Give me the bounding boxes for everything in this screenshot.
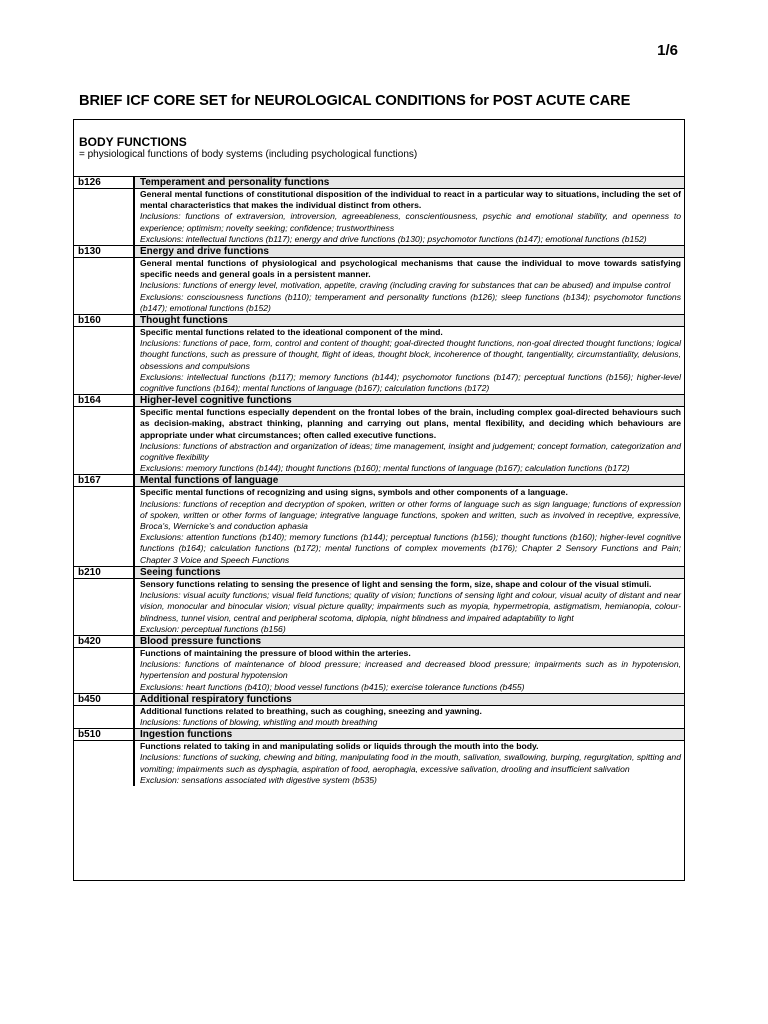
category-name: Seeing functions <box>134 566 684 578</box>
code-column-spacer <box>74 487 134 566</box>
category-note: Inclusions: functions of abstraction and organization of ideas; time management, insight and judgement; concept formation, categorization and cognitive flexibility <box>140 440 681 463</box>
category-name: Temperament and personality functions <box>134 177 684 189</box>
code-column-spacer <box>74 258 134 315</box>
category-note: Exclusion: sensations associated with digestive system (b535) <box>140 774 377 785</box>
code-column-spacer <box>74 578 134 635</box>
category-definition: Specific mental functions of recognizing and using signs, symbols and other components of a language. <box>140 487 568 498</box>
category-definition: Additional functions related to breathing, such as coughing, sneezing and yawning. <box>140 705 482 716</box>
category-definition: Specific mental functions especially dependent on the frontal lobes of the brain, including complex goal-directed behaviours such as decision-making, abstract thinking, planning and carrying out plans, mental flexibility, and deciding which behaviours are appropriate under what circumstances; often called executive functions. <box>140 407 681 440</box>
category-name: Energy and drive functions <box>134 246 684 258</box>
category-name: Ingestion functions <box>134 729 684 741</box>
category-note: Exclusion: perceptual functions (b156) <box>140 623 286 634</box>
section-subtitle: = physiological functions of body systems (including psychological functions) <box>79 149 418 160</box>
category-header-row <box>74 635 684 647</box>
category-code: b160 <box>74 315 134 327</box>
page-number: 1/6 <box>657 42 678 59</box>
code-column-spacer <box>74 407 134 475</box>
category-definition: Sensory functions relating to sensing the presence of light and sensing the form, size, shape and colour of the visual stimuli. <box>140 578 652 589</box>
code-column-spacer <box>74 647 134 693</box>
category-description <box>134 327 684 395</box>
category-note: Exclusions: intellectual functions (b117); energy and drive functions (b130); psychomotor functions (b147); emotional functions (b152) <box>140 233 647 244</box>
category-description <box>134 258 684 315</box>
category-name: Higher-level cognitive functions <box>134 395 684 407</box>
category-definition: General mental functions of physiological and psychological mechanisms that cause the individual to move towards satisfying specific needs and general goals in a persistent manner. <box>140 258 681 280</box>
document-title: BRIEF ICF CORE SET for NEUROLOGICAL CONDITIONS for POST ACUTE CARE <box>79 93 631 109</box>
category-note: Exclusions: heart functions (b410); blood vessel functions (b415); exercise tolerance functions (b455) <box>140 681 525 692</box>
section-header <box>74 120 684 177</box>
category-note: Inclusions: functions of blowing, whistling and mouth breathing <box>140 716 378 727</box>
category-body-row <box>74 741 684 786</box>
category-header-row <box>74 566 684 578</box>
category-name: Blood pressure functions <box>134 635 684 647</box>
category-code: b126 <box>74 177 134 189</box>
category-header-row <box>74 729 684 741</box>
category-note: Exclusions: attention functions (b140); memory functions (b144); perceptual functions (b156); thought functions (b160); higher-level cognitive functions (b164); calculation functions (b172); mental functions of complex movements (b176); Chapter 2 Sensory Functions and Pain; Chapter 3 Voice and Speech Functions <box>140 532 681 565</box>
category-note: Inclusions: functions of energy level, motivation, appetite, craving (including craving for substances that can be abused) and impulse control <box>140 280 671 291</box>
category-note: Inclusions: functions of sucking, chewing and biting, manipulating food in the mouth, salivation, swallowing, burping, regurgitation, spitting and vomiting; impairments such as dysphagia, aspiration of food, aerophagia, excessive salivation, drooling and insufficient salivation <box>140 752 681 774</box>
category-header-row <box>74 475 684 487</box>
category-description <box>134 578 684 635</box>
category-description <box>134 487 684 566</box>
category-name: Additional respiratory functions <box>134 693 684 705</box>
category-body-row <box>74 327 684 395</box>
category-body-row <box>74 189 684 246</box>
category-body-row <box>74 407 684 475</box>
category-description <box>134 647 684 693</box>
core-set-table <box>73 119 685 881</box>
code-column-spacer <box>74 189 134 246</box>
category-definition: General mental functions of constitutional disposition of the individual to react in a particular way to situations, including the set of mental characteristics that makes the individual distinct from others. <box>140 189 681 211</box>
category-list <box>74 177 684 786</box>
category-table <box>74 177 684 786</box>
category-code: b130 <box>74 246 134 258</box>
category-note: Inclusions: functions of pace, form, control and content of thought; goal-directed thought functions, non-goal directed thought functions; logical thought functions, such as pressure of thought, flight of ideas, thought block, incoherence of thought, tangentiality, circumstantiality, delusions, obsessions and compulsions <box>140 338 681 371</box>
category-definition: Specific mental functions related to the ideational component of the mind. <box>140 327 443 338</box>
category-name: Thought functions <box>134 315 684 327</box>
category-note: Inclusions: functions of maintenance of blood pressure; increased and decreased blood pressure; impairments such as in hypotension, hypertension and postural hypotension <box>140 659 681 681</box>
category-body-row <box>74 578 684 635</box>
category-note: Exclusions: consciousness functions (b110); temperament and personality functions (b126); sleep functions (b134); psychomotor functions (b147); emotional functions (b152) <box>140 291 681 313</box>
category-header-row <box>74 246 684 258</box>
category-body-row <box>74 647 684 693</box>
category-definition: Functions of maintaining the pressure of blood within the arteries. <box>140 647 411 658</box>
category-note: Inclusions: functions of extraversion, introversion, agreeableness, conscientiousness, psychic and emotional stability, and openness to experience; optimism; novelty seeking; confidence; trustworthiness <box>140 211 681 233</box>
category-code: b210 <box>74 566 134 578</box>
category-description <box>134 741 684 786</box>
category-body-row <box>74 258 684 315</box>
category-code: b420 <box>74 635 134 647</box>
category-code: b167 <box>74 475 134 487</box>
category-name: Mental functions of language <box>134 475 684 487</box>
section-title: BODY FUNCTIONS <box>79 135 187 149</box>
category-body-row <box>74 487 684 566</box>
category-header-row <box>74 177 684 189</box>
code-column-spacer <box>74 741 134 786</box>
category-header-row <box>74 693 684 705</box>
category-description <box>134 189 684 246</box>
category-header-row <box>74 395 684 407</box>
category-note: Exclusions: memory functions (b144); thought functions (b160); mental functions of language (b167); calculation functions (b172) <box>140 463 630 474</box>
category-description <box>134 407 684 475</box>
category-body-row <box>74 705 684 728</box>
category-description <box>134 705 684 728</box>
category-note: Exclusions: intellectual functions (b117); memory functions (b144); psychomotor functions (b147); perceptual functions (b156); higher-level cognitive functions (b164); mental functions of language (b167); calculation functions (b172) <box>140 371 681 394</box>
code-column-spacer <box>74 327 134 395</box>
category-code: b510 <box>74 729 134 741</box>
category-code: b164 <box>74 395 134 407</box>
category-definition: Functions related to taking in and manipulating solids or liquids through the mouth into the body. <box>140 741 539 752</box>
code-column-spacer <box>74 705 134 728</box>
category-note: Inclusions: functions of reception and decryption of spoken, written or other forms of language such as sign language; functions of expression of spoken, written or other forms of language; integrative language functions, spoken and written, such as involved in receptive, expressive, Broca's, Wernicke's and conduction aphasia <box>140 498 681 532</box>
category-header-row <box>74 315 684 327</box>
category-note: Inclusions: visual acuity functions; visual field functions; quality of vision; functions of sensing light and colour, visual acuity of distant and near vision, monocular and binocular vision; visual picture quality; impairments such as myopia, hypermetropia, astigmatism, hemianopia, colour-blindness, tunnel vision, central and peripheral scotoma, diplopia, night blindness and impaired adaptability to light <box>140 590 681 623</box>
category-code: b450 <box>74 693 134 705</box>
